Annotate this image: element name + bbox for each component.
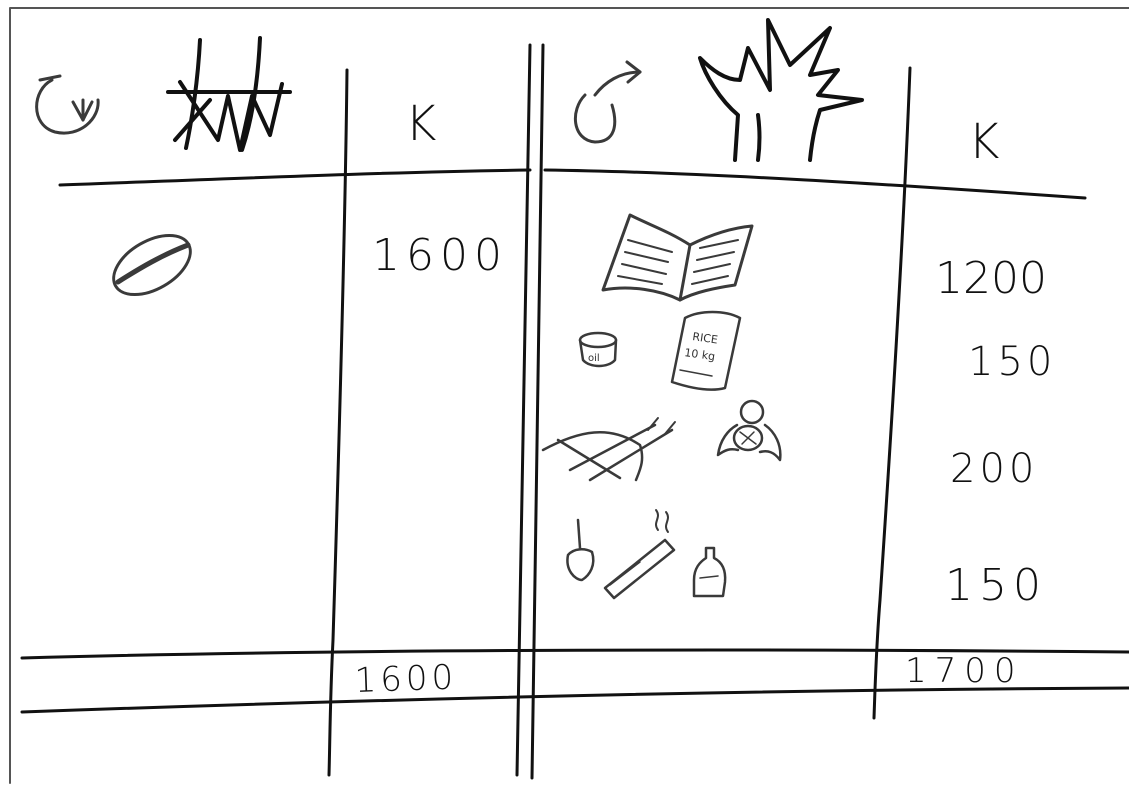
bow-and-arrows-icon (543, 418, 675, 480)
left-total: 1600 (353, 657, 458, 701)
svg-text:oil: oil (588, 353, 600, 364)
left-row-value: 1600 (372, 230, 508, 281)
tree-icon (700, 20, 862, 160)
spade-icon (567, 520, 593, 580)
circular-arrow-counterclockwise-icon (575, 62, 640, 142)
book-icon (603, 215, 752, 300)
person-icon (718, 401, 780, 460)
rice-bag-icon (672, 312, 740, 390)
left-currency-label: K (405, 96, 437, 152)
right-row-2-value: 150 (968, 339, 1057, 385)
right-total: 1700 (905, 651, 1024, 691)
center-double-line-1 (517, 45, 530, 775)
circular-arrow-clockwise-icon (37, 76, 99, 133)
right-currency-label: K (968, 114, 1000, 170)
center-double-line-2 (532, 45, 543, 778)
header-divider-left (60, 170, 530, 185)
coffee-plant-icon (168, 38, 290, 150)
rice-bag-label: RICE (691, 330, 719, 347)
right-row-3-value: 200 (950, 446, 1039, 492)
total-line-bottom (22, 688, 1129, 712)
bottle-icon (694, 548, 725, 596)
rice-bag-weight: 10 kg (683, 346, 716, 364)
right-row-4-value: 150 (945, 560, 1047, 611)
cigarette-icon (605, 510, 674, 598)
right-row-1-value: 1200 (935, 253, 1047, 304)
header-divider-right (545, 170, 1085, 198)
coffee-bean-icon (104, 223, 201, 307)
column-divider-right (874, 68, 910, 718)
oil-tin-icon (580, 333, 616, 366)
